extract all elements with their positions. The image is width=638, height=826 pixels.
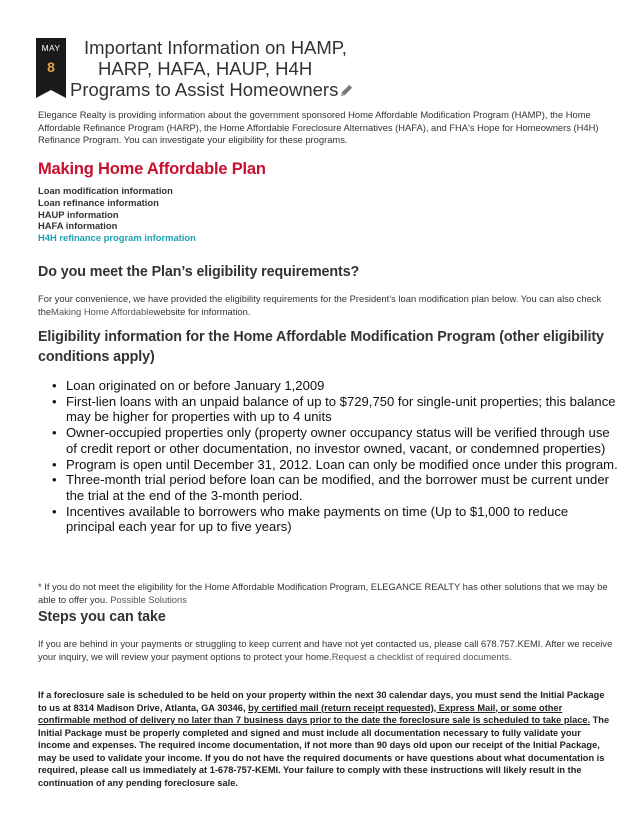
date-day: 8 (47, 59, 55, 75)
eligibility-item: • Owner-occupied properties only (property owner occupancy status will be verified through use of credit report or other documentation, no investor owned, vacant, or condemned properties) (48, 425, 618, 456)
request-checklist-link[interactable]: Request a checklist of required documents. (331, 650, 512, 662)
eligibility-question-heading: Do you meet the Plan’s eligibility requirements? (38, 264, 360, 280)
info-link-h4h[interactable]: H4H refinance program information (38, 232, 196, 244)
info-link-haup[interactable]: HAUP information (38, 208, 119, 220)
steps-paragraph (38, 638, 613, 663)
foreclosure-paragraph (38, 689, 610, 789)
eligibility-item: • Loan originated on or before January 1,2009 (48, 378, 618, 394)
date-badge (36, 38, 66, 90)
note-text: * If you do not meet the eligibility for the Home Affordable Modification Program, ELEGANCE REALTY has other solutions that we may be able to offer you. (38, 581, 608, 605)
convenience-paragraph (38, 293, 613, 318)
intro-paragraph: Elegance Realty is providing information about the government sponsored Home Affordable Modification Program (HAMP), the Home Affordable Refinance Program (HARP), the Home Affordable Foreclosure Alternatives (HAFA), and FHA's Hope for Homeowners (H4H) Refinance Program. You can investigate your eligibility for these programs. (38, 109, 599, 146)
date-month: MAY (41, 43, 61, 53)
info-link-loan-refinance[interactable]: Loan refinance information (38, 196, 159, 208)
info-link-loan-modification[interactable]: Loan modification information (38, 185, 173, 196)
making-home-affordable-link[interactable]: Making Home Affordable (51, 305, 154, 317)
pencil-icon[interactable] (339, 81, 354, 102)
possible-solutions-link[interactable]: Possible Solutions (110, 593, 187, 605)
convenience-text: For your convenience, we have provided the eligibility requirements for the President’s loan modification plan below. You can also check the (38, 293, 602, 317)
foreclosure-text: If a foreclosure sale is scheduled to be held on your property within the next 30 calendar days, you must send the Initial Package to us at 8314 Madison Drive, Atlanta, GA 30346, (38, 690, 605, 713)
steps-text: If you are behind in your payments or struggling to keep current and have not yet contacted us, please call 678.757.KEMI. After we receive your inquiry, we will review your payment options to protect your home. (38, 638, 613, 662)
foreclosure-text-end: The Initial Package must be properly completed and signed and must include all documentation necessary to fully validate your income and expenses. The required income documentation, if not more than 90 days old upon our receipt of the Initial Package, may be used to validate your income. If you do not have the required documents or have questions about what documentation is required, please call us immediately at 1-678-757-KEMI. Your failure to comply with these instructions will likely result in the continuation of any pending foreclosure sale. (38, 715, 610, 788)
eligibility-item: • Incentives available to borrowers who make payments on time (Up to $1,000 to reduce principal each year for up to five years) (48, 504, 618, 535)
title-line-3 (70, 79, 390, 102)
title-line-2: HARP, HAFA, HAUP, H4H (98, 58, 313, 79)
post-title[interactable] (70, 37, 390, 102)
info-links-list (38, 185, 196, 244)
eligibility-item: • First-lien loans with an unpaid balance of up to $729,750 for single-unit properties; this balance may be higher for properties with up to 4 units (48, 394, 618, 425)
eligibility-item: • Program is open until December 31, 2012. Loan can only be modified once under this program. (48, 457, 618, 473)
info-link-hafa[interactable]: HAFA information (38, 220, 118, 232)
convenience-text-end: website for information. (153, 305, 251, 317)
eligibility-item: • Three-month trial period before loan can be modified, and the borrower must be current under the trial at the end of the 3-month period. (48, 472, 618, 503)
title-line-1: Important Information on HAMP, (84, 37, 347, 58)
eligibility-info-heading: Eligibility information for the Home Affordable Modification Program (other eligibility conditions apply) (38, 329, 604, 365)
foreclosure-delivery-text: by certified mail (return receipt requested), Express Mail, or some other confirmable method of delivery no later than 7 business days prior to the date the foreclosure sale is scheduled to take place. (38, 702, 591, 725)
plan-heading: Making Home Affordable Plan (38, 160, 266, 178)
eligibility-list (48, 378, 618, 535)
eligibility-note (38, 581, 613, 606)
title-line-3-text: Programs to Assist Homeowners (70, 79, 339, 100)
steps-heading: Steps you can take (38, 609, 166, 625)
